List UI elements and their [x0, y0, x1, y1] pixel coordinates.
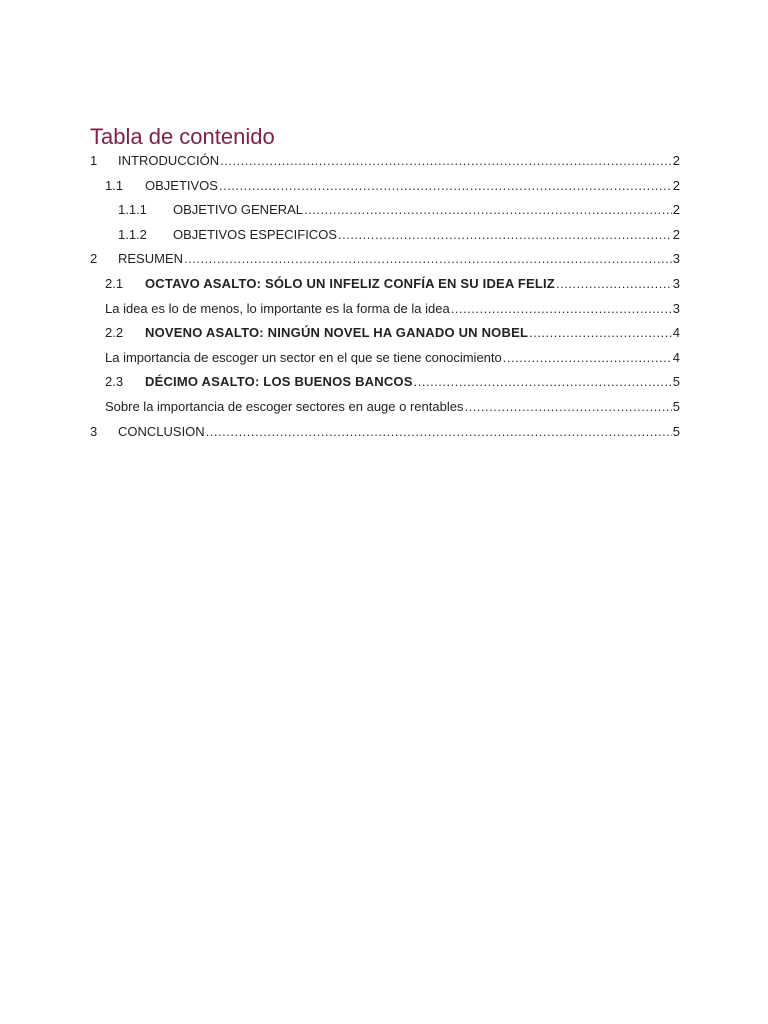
toc-entry[interactable] — [90, 297, 680, 322]
toc-entry[interactable] — [90, 272, 680, 297]
toc-entry-number: 1 — [90, 153, 98, 168]
toc-entry-title: OBJETIVO GENERAL — [173, 202, 304, 218]
toc-entry[interactable] — [90, 247, 680, 272]
toc-entry-title: La idea es lo de menos, lo importante es la forma de la idea — [105, 300, 450, 316]
toc-entry-title: Sobre la importancia de escoger sectores en auge o rentables — [105, 398, 464, 414]
toc-entry[interactable] — [90, 395, 680, 420]
toc-leader-dots — [219, 174, 672, 199]
toc-entry-page: 5 — [672, 374, 680, 390]
toc-entry-number: 2.3 — [105, 374, 124, 390]
toc-leader-dots — [338, 223, 672, 248]
toc-entry-page: 2 — [672, 202, 680, 218]
toc-entry[interactable] — [90, 321, 680, 346]
toc-leader-dots — [304, 198, 672, 223]
toc-entry-page: 5 — [672, 398, 680, 414]
toc-entry-number: 2 — [90, 251, 98, 267]
table-of-contents — [90, 149, 680, 444]
toc-entry-page: 3 — [672, 275, 680, 291]
toc-entry-page: 2 — [672, 153, 680, 168]
toc-leader-dots — [451, 297, 672, 322]
toc-leader-dots — [464, 395, 671, 420]
toc-entry[interactable] — [90, 346, 680, 371]
toc-title: Tabla de contenido — [90, 124, 275, 149]
toc-leader-dots — [529, 321, 672, 346]
toc-entry-title: INTRODUCCIÓN — [118, 153, 220, 168]
toc-entry-title: OBJETIVOS ESPECIFICOS — [173, 226, 337, 242]
toc-entry-number: 1.1 — [105, 177, 124, 193]
toc-entry-number: 2.2 — [105, 325, 124, 341]
toc-leader-dots — [206, 420, 672, 445]
toc-entry-title: OBJETIVOS — [145, 177, 218, 193]
toc-leader-dots — [503, 346, 672, 371]
toc-entry-title: OCTAVO ASALTO: SÓLO UN INFELIZ CONFÍA EN SU IDEA FELIZ — [145, 275, 555, 291]
toc-entry[interactable] — [90, 198, 680, 223]
toc-entry-page: 3 — [672, 300, 680, 316]
toc-entry[interactable] — [90, 174, 680, 199]
toc-leader-dots — [414, 370, 672, 395]
toc-entry-page: 4 — [672, 325, 680, 341]
toc-entry-number: 3 — [90, 423, 98, 439]
toc-entry-page: 3 — [672, 251, 680, 267]
toc-entry-number: 1.1.2 — [118, 226, 147, 242]
toc-leader-dots — [184, 247, 672, 272]
toc-entry[interactable] — [90, 149, 680, 174]
toc-entry-title: DÉCIMO ASALTO: LOS BUENOS BANCOS — [145, 374, 413, 390]
toc-entry-page: 2 — [672, 177, 680, 193]
toc-entry-title: RESUMEN — [118, 251, 184, 267]
toc-entry-number: 2.1 — [105, 275, 124, 291]
toc-entry-page: 2 — [672, 226, 680, 242]
toc-leader-dots — [556, 272, 672, 297]
toc-entry[interactable] — [90, 420, 680, 445]
toc-entry-title: CONCLUSION — [118, 423, 205, 439]
toc-entry-title: La importancia de escoger un sector en el que se tiene conocimiento — [105, 349, 502, 365]
toc-entry-page: 5 — [672, 423, 680, 439]
toc-entry-page: 4 — [672, 349, 680, 365]
toc-entry-title: NOVENO ASALTO: NINGÚN NOVEL HA GANADO UN NOBEL — [145, 325, 529, 341]
toc-entry[interactable] — [90, 370, 680, 395]
toc-entry-number: 1.1.1 — [118, 202, 147, 218]
toc-leader-dots — [220, 149, 672, 174]
toc-entry[interactable] — [90, 223, 680, 248]
